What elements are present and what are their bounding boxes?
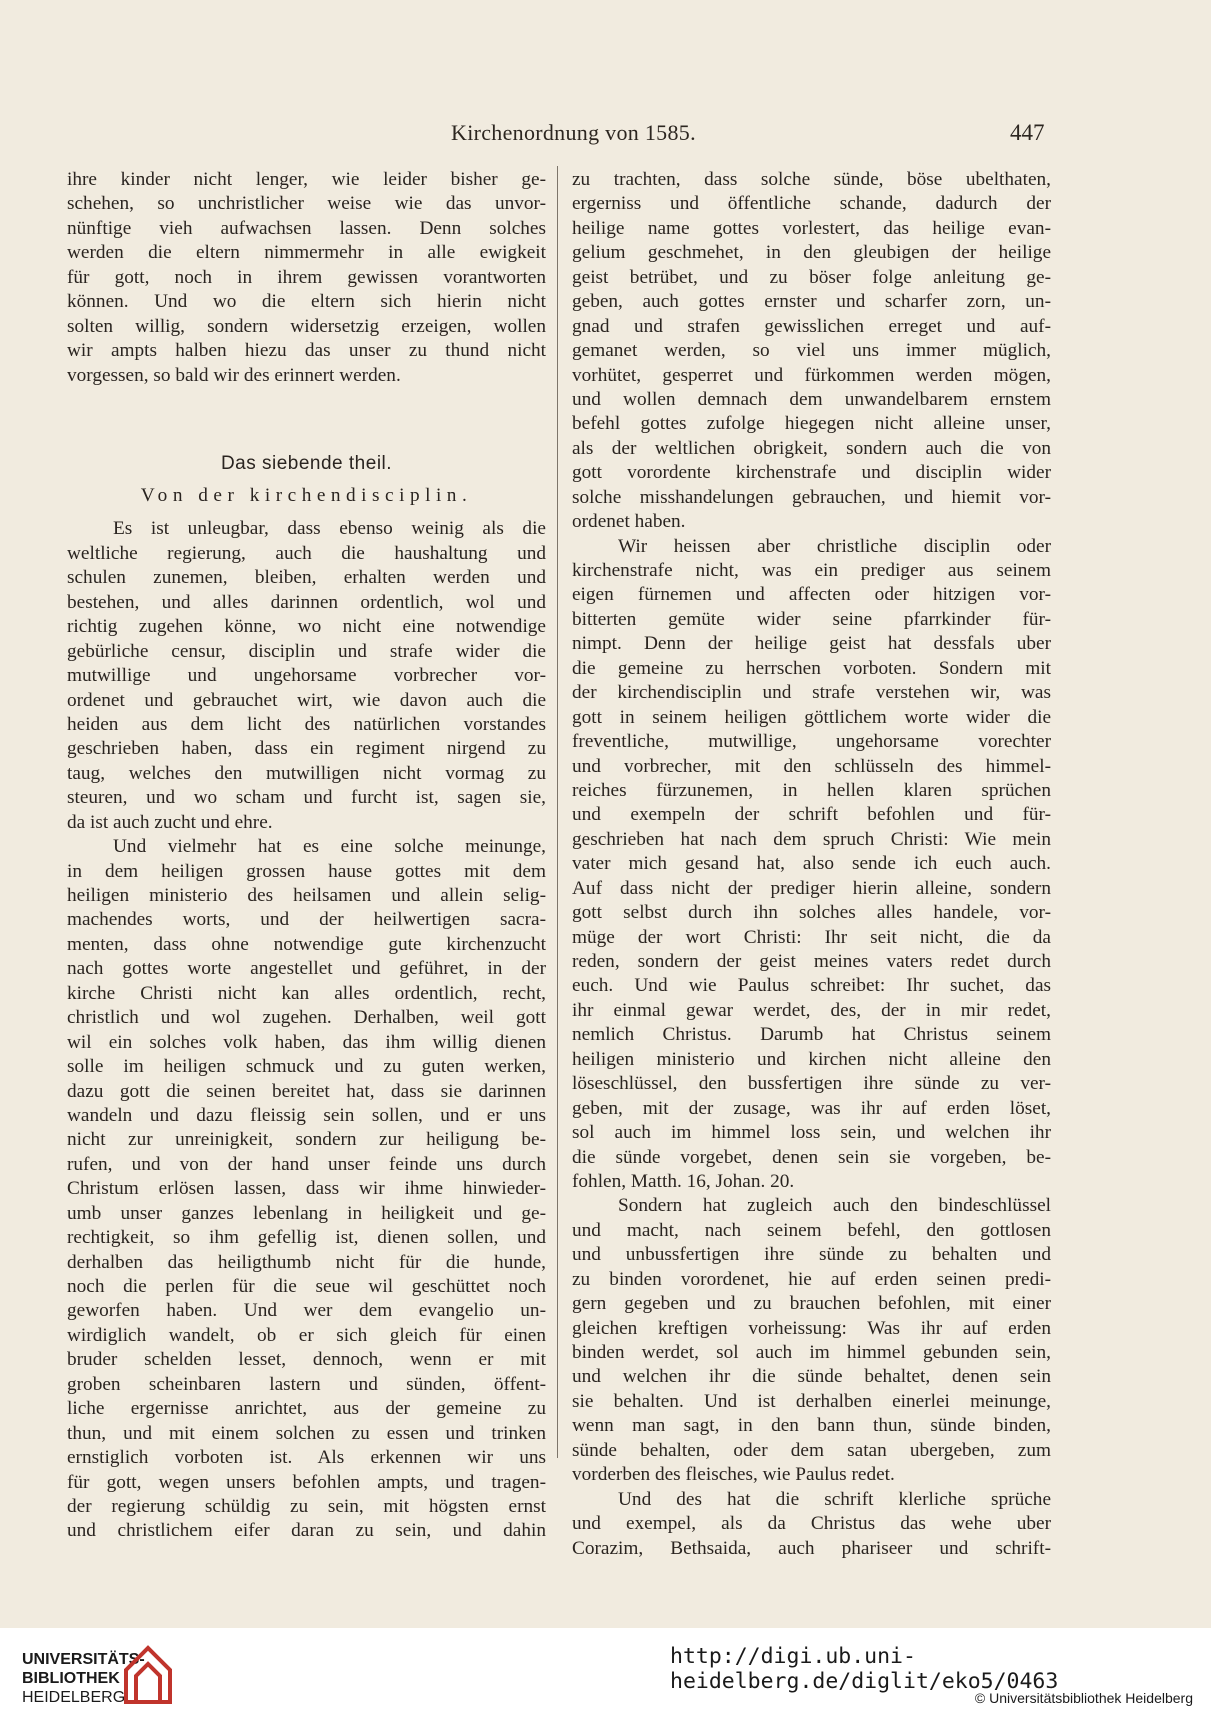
text-line: richtig zugehen könne, wo nicht eine notwendige [67,616,546,638]
text-line: ihr einmal gewar werdet, des, der in mir redet, [572,999,1051,1021]
text-line: sünde behalten, oder dem satan ubergeben, zum [572,1439,1051,1461]
text-line: wir ampts halben hiezu das unser zu thund nicht [67,340,546,362]
copyright-notice: © Universitätsbibliothek Heidelberg [974,1690,1193,1706]
text-line: bestehen, und alles darinnen ordentlich, wol und [67,591,546,613]
text-line: der regierung schüldig zu sein, mit högsten ernst [67,1495,546,1517]
text-line: ordenet und gebrauchet wirt, wie davon auch die [67,689,546,711]
paragraph-gap [67,476,546,485]
left-column [67,168,546,1544]
text-line: zu trachten, dass solche sünde, böse ubelthaten, [572,169,1051,190]
text-line: binden werdet, sol auch im himmel gebunden sein, [572,1342,1051,1363]
text-line: liche ergernisse anrichtet, aus der gemeine zu [67,1398,546,1420]
text-line: dazu gott die seinen bereitet hat, dass sie darinnen [67,1080,546,1102]
text-line: fohlen, Matth. 16, Johan. 20. [572,1170,795,1192]
text-line: und welchen ihr die sünde behaltet, denen sein [572,1366,1051,1388]
text-line: vorhütet, gesperret und fürkommen werden mögen, [572,364,1051,386]
text-line: geschrieben hat nach dem spruch Christi: Wie mein [572,828,1051,850]
text-line: freventliche, mutwillige, ungehorsame vorechter [572,731,1051,753]
text-line: ernstiglich vorboten ist. Als erkennen wir uns [67,1447,546,1469]
text-line: gebürliche censur, disciplin und strafe wider die [67,640,546,662]
text-line: rufen, und von der hand unser feinde uns durch [67,1153,546,1175]
text-line: geben, mit der zusage, was ihr auf erden löset, [572,1097,1051,1119]
text-line: machendes worts, und der heilwertigen sacra- [67,909,546,931]
text-line: solle im heiligen schmuck und zu guten werken, [67,1056,546,1078]
text-line: heiligen ministerio des heilsamen und allein selig- [67,885,546,907]
text-line: derhalben das heiligthumb nicht für die hunde, [67,1251,546,1273]
column-divider [557,166,558,1458]
text-line: gnad und strafen gewisslichen erreget und auf- [572,315,1051,337]
text-line: Corazim, Bethsaida, auch phariseer und schrift- [572,1537,1051,1559]
text-line: thun, und mit einem solchen zu essen und trinken [67,1422,546,1444]
text-line: wirdiglich wandelt, ob er sich gleich für einen [67,1324,546,1346]
text-line: nimpt. Denn der heilige geist hat dessfals uber [572,633,1051,655]
text-line: ergerniss und öffentliche schande, dadurch der [572,193,1051,215]
text-line: ordenet haben. [572,511,686,533]
text-line: groben scheinbaren lastern und sünden, öffent- [67,1373,546,1395]
text-line: rechtigkeit, so ihm gefellig ist, dienen sollen, und [67,1227,546,1249]
logo-line: UNIVERSITÄTS- [22,1651,145,1668]
text-line: da ist auch zucht und ehre. [67,811,273,833]
text-line: schehen, so unchristlicher weise wie das unvor- [67,193,546,215]
text-line: und vorbrecher, mit den schlüsseln des himmel- [572,755,1051,777]
text-line: umb unser ganzes lebenlang in heiligkeit und ge- [67,1202,546,1224]
text-line: heiden aus dem licht des natürlichen vorstandes [67,713,546,735]
text-line: löseschlüssel, den bussfertigen ihre sünde zu ver- [572,1073,1051,1095]
text-line: und macht, nach seinem befehl, den gottlosen [572,1219,1051,1241]
text-line: bruder schelden lesset, dennoch, wenn er mit [67,1349,546,1371]
text-line: schulen zunemen, bleiben, erhalten werden und [67,567,546,589]
text-line: Wir heissen aber christliche disciplin oder [618,535,1051,557]
text-line: als der weltlichen obrigkeit, sondern auch die von [572,437,1051,459]
text-line: können. Und wo die eltern sich hierin nicht [67,291,546,313]
text-line: für gott, noch in ihrem gewissen vorantworten [67,266,546,288]
section-heading: Das siebende theil. [220,452,393,474]
text-line: reiches fürzunemen, in hellen klaren sprüchen [572,779,1051,801]
text-line: müge der wort Christi: Ihr seit nicht, die da [572,926,1051,948]
text-line: Und des hat die schrift klerliche sprüche [618,1488,1051,1510]
text-line: wenn man sagt, in den bann thun, sünde binden, [572,1415,1051,1437]
text-line: reden, sondern der geist meines vaters redet durch [572,951,1051,972]
text-line: gern gegeben und zu brauchen befohlen, mit einer [572,1293,1051,1315]
text-line: die sünde vorgebet, denen sein sie vorgeben, be- [572,1146,1051,1168]
text-line: befehl gottes zufolge hiegegen nicht alleine unser, [572,413,1051,435]
text-line: vater mich gesand hat, also sende ich euch auch. [572,853,1051,875]
text-line: und exempel, als da Christus das wehe uber [572,1513,1051,1535]
text-line: taug, welches den mutwilligen nicht vormag zu [67,762,546,784]
text-line: heilige name gottes vorlestert, das heilige evan- [572,217,1051,239]
library-logo-icon [122,1640,174,1706]
text-line: Auf dass nicht der prediger hierin alleine, sondern [572,877,1051,899]
text-line: sol auch im himmel loss sein, und welchen ihr [572,1122,1051,1144]
text-line: nemlich Christus. Darumb hat Christus seinem [572,1024,1051,1046]
text-line: nach gottes worte angestellet und geführet, in der [67,958,546,980]
text-line: gleichen kreftigen vorheissung: Was ihr auf erden [572,1317,1051,1339]
text-line: nünftige vieh aufwachsen lassen. Denn solches [67,217,546,239]
text-line: euch. Und wie Paulus schreibet: Ihr suchet, das [572,975,1051,997]
text-line: und unbussfertigen ihre sünde zu behalten und [572,1244,1051,1266]
text-line: für gott, wegen unsers befohlen ampts, und tragen- [67,1471,546,1493]
text-line: solche misshandelungen gebrauchen, und hiemit vor- [572,486,1051,508]
text-line: gott vorordente kirchenstrafe und disciplin wider [572,462,1051,484]
text-line: geworfen haben. Und wer dem evangelio un- [67,1300,546,1322]
text-line: solten willig, sondern widersetzig erzeigen, wollen [67,315,546,337]
text-line: noch die perlen für die seue wil geschüttet noch [67,1276,546,1298]
text-line: christlich und wol zugehen. Derhalben, weil gott [67,1007,546,1029]
logo-line: HEIDELBERG [22,1689,126,1706]
text-line: sie behalten. Und ist derhalben einerlei meinunge, [572,1390,1051,1412]
text-line: und wollen demnach dem unwandelbarem ernstem [572,388,1051,410]
text-line: geschrieben haben, dass ein regiment nirgend zu [67,738,546,760]
page-number: 447 [1010,120,1045,145]
text-line: der kirchendisciplin und strafe verstehen wir, was [572,682,1051,704]
text-line: gott in seinem heiligen göttlichem worte wider die [572,706,1051,728]
section-subheading: Von der kirchendisciplin. [140,485,473,507]
running-title: Kirchenordnung von 1585. [451,120,696,145]
text-line: gott selbst durch ihn solches alles handele, vor- [572,902,1051,924]
footer [0,1628,1211,1714]
text-line: die gemeine zu herrschen vorboten. Sondern mit [572,657,1051,679]
text-line: Es ist unleugbar, dass ebenso weinig als die [113,518,546,540]
text-line: weltliche regierung, auch die haushaltung und [67,542,546,564]
paragraph-gap [67,388,546,452]
text-line: ihre kinder nicht lenger, wie leider bisher ge- [67,169,546,190]
paragraph-gap [67,509,546,518]
text-line: nicht zur unreinigkeit, sondern zur heiligung be- [67,1129,546,1151]
text-line: eigen fürnemen und affecten oder hitzigen vor- [572,584,1051,606]
text-line: und christlichem eifer daran zu sein, und dahin [67,1520,546,1542]
text-line: steuren, und wo scham und furcht ist, sagen sie, [67,787,546,809]
text-line: geben, auch gottes ernster und scharfer zorn, un- [572,291,1051,313]
text-line: geist betrübet, und zu böser folge anleitung ge- [572,266,1051,288]
text-line: kirchenstrafe nicht, was ein prediger aus seinem [572,560,1051,581]
text-line: und exempeln der schrift befohlen und für- [572,804,1051,826]
text-line: heiligen ministerio und kirchen nicht alleine den [572,1048,1051,1070]
right-column [572,168,1051,1561]
running-head [0,120,1211,148]
text-line: mutwillige und ungehorsame vorbrecher vor- [67,665,546,687]
text-line: zu binden vorordenet, hie auf erden seinen predi- [572,1268,1051,1290]
text-line: gemanet werden, so viel uns immer müglich, [572,340,1051,362]
text-line: wandeln und dazu fleissig sein sollen, und er uns [67,1104,546,1126]
text-line: kirche Christi nicht kan alles ordentlich, recht, [67,982,546,1004]
text-line: Und vielmehr hat es eine solche meinunge, [113,836,546,858]
text-line: in dem heiligen grossen hause gottes mit dem [67,860,546,882]
text-line: wil ein solches volk haben, das ihm willig dienen [67,1031,546,1053]
text-line: Sondern hat zugleich auch den bindeschlüssel [618,1195,1051,1217]
logo-line: BIBLIOTHEK [22,1670,120,1687]
text-line: menten, dass ohne notwendige gute kirchenzucht [67,933,546,955]
permalink-url[interactable]: http://digi.ub.uni-heidelberg.de/diglit/eko5/0463 [670,1644,1059,1694]
text-line: Christum erlösen lassen, dass wir ihme hinwieder- [67,1178,546,1200]
text-line: werden die eltern nimmermehr in alle ewigkeit [67,242,546,264]
text-line: gelium geschmehet, in den gleubigen der heilige [572,242,1051,264]
text-line: vorderben des fleisches, wie Paulus redet. [572,1464,895,1486]
text-line: bitterten gemüte wider seine pfarrkinder für- [572,608,1051,630]
text-line: vorgessen, so bald wir des erinnert werden. [67,364,401,386]
